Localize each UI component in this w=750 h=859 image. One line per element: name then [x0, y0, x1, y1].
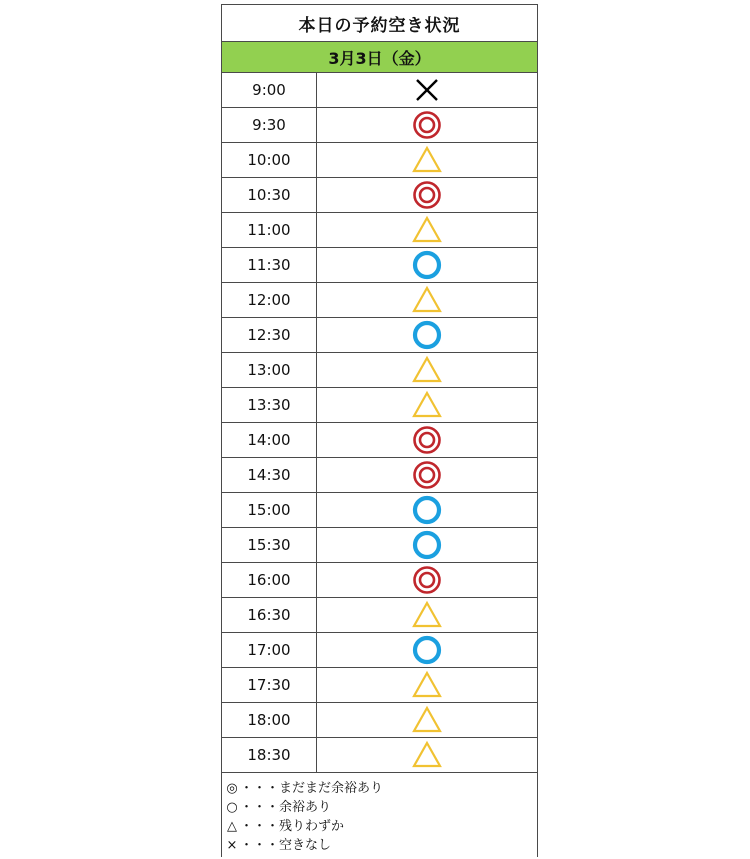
slot-status	[317, 248, 537, 282]
slot-time: 16:00	[222, 563, 317, 597]
slot-status	[317, 458, 537, 492]
slot-time: 18:30	[222, 738, 317, 772]
table-row	[222, 598, 537, 633]
slot-time: 17:00	[222, 633, 317, 667]
slot-time: 13:30	[222, 388, 317, 422]
legend-text: ・・・残りわずか	[240, 819, 345, 834]
triangle-icon	[411, 669, 443, 701]
legend-item	[224, 779, 537, 798]
table-row	[222, 563, 537, 598]
slot-time: 17:30	[222, 668, 317, 702]
slot-status	[317, 598, 537, 632]
slot-status	[317, 738, 537, 772]
table-row	[222, 528, 537, 563]
slot-table	[222, 73, 537, 773]
slot-status	[317, 108, 537, 142]
slot-status	[317, 493, 537, 527]
legend-symbol: ×	[226, 838, 238, 853]
slot-time: 11:30	[222, 248, 317, 282]
slot-status	[317, 388, 537, 422]
legend-text: ・・・空きなし	[240, 838, 332, 853]
table-row	[222, 458, 537, 493]
table-row	[222, 388, 537, 423]
slot-status	[317, 633, 537, 667]
slot-time: 10:00	[222, 143, 317, 177]
legend-symbol: ○	[226, 800, 238, 815]
circle-icon	[411, 249, 443, 281]
legend-item	[224, 798, 537, 817]
table-row	[222, 353, 537, 388]
legend-text: ・・・まだまだ余裕あり	[240, 781, 384, 796]
legend	[222, 773, 537, 857]
slot-status	[317, 353, 537, 387]
triangle-icon	[411, 389, 443, 421]
legend-item	[224, 836, 537, 855]
slot-time: 9:30	[222, 108, 317, 142]
slot-time: 11:00	[222, 213, 317, 247]
triangle-icon	[411, 704, 443, 736]
page-title: 本日の予約空き状況	[222, 4, 537, 41]
slot-status	[317, 563, 537, 597]
availability-sheet	[221, 4, 538, 857]
legend-symbol: △	[227, 819, 237, 834]
double-circle-icon	[411, 424, 443, 456]
slot-time: 12:00	[222, 283, 317, 317]
circle-icon	[411, 494, 443, 526]
table-row	[222, 423, 537, 458]
legend-symbol: ◎	[226, 781, 238, 796]
slot-status	[317, 318, 537, 352]
slot-status	[317, 423, 537, 457]
triangle-icon	[411, 739, 443, 771]
cross-icon	[411, 74, 443, 106]
table-row	[222, 213, 537, 248]
triangle-icon	[411, 354, 443, 386]
table-row	[222, 248, 537, 283]
double-circle-icon	[411, 109, 443, 141]
slot-status	[317, 668, 537, 702]
slot-status	[317, 213, 537, 247]
slot-status	[317, 283, 537, 317]
slot-time: 12:30	[222, 318, 317, 352]
slot-time: 16:30	[222, 598, 317, 632]
table-row	[222, 493, 537, 528]
triangle-icon	[411, 144, 443, 176]
table-row	[222, 143, 537, 178]
slot-time: 15:30	[222, 528, 317, 562]
slot-status	[317, 73, 537, 107]
slot-time: 14:00	[222, 423, 317, 457]
table-row	[222, 283, 537, 318]
slot-time: 14:30	[222, 458, 317, 492]
slot-status	[317, 178, 537, 212]
slot-time: 15:00	[222, 493, 317, 527]
legend-item	[224, 817, 537, 836]
table-row	[222, 668, 537, 703]
table-row	[222, 703, 537, 738]
double-circle-icon	[411, 459, 443, 491]
triangle-icon	[411, 284, 443, 316]
table-row	[222, 178, 537, 213]
table-row	[222, 318, 537, 353]
circle-icon	[411, 319, 443, 351]
slot-time: 9:00	[222, 73, 317, 107]
circle-icon	[411, 634, 443, 666]
table-row	[222, 633, 537, 668]
double-circle-icon	[411, 564, 443, 596]
slot-status	[317, 143, 537, 177]
circle-icon	[411, 529, 443, 561]
table-row	[222, 738, 537, 773]
slot-time: 13:00	[222, 353, 317, 387]
slot-time: 10:30	[222, 178, 317, 212]
triangle-icon	[411, 599, 443, 631]
table-row	[222, 73, 537, 108]
legend-text: ・・・余裕あり	[240, 800, 332, 815]
table-row	[222, 108, 537, 143]
slot-time: 18:00	[222, 703, 317, 737]
slot-status	[317, 703, 537, 737]
triangle-icon	[411, 214, 443, 246]
slot-status	[317, 528, 537, 562]
date-header: 3月3日（金）	[222, 41, 537, 73]
double-circle-icon	[411, 179, 443, 211]
